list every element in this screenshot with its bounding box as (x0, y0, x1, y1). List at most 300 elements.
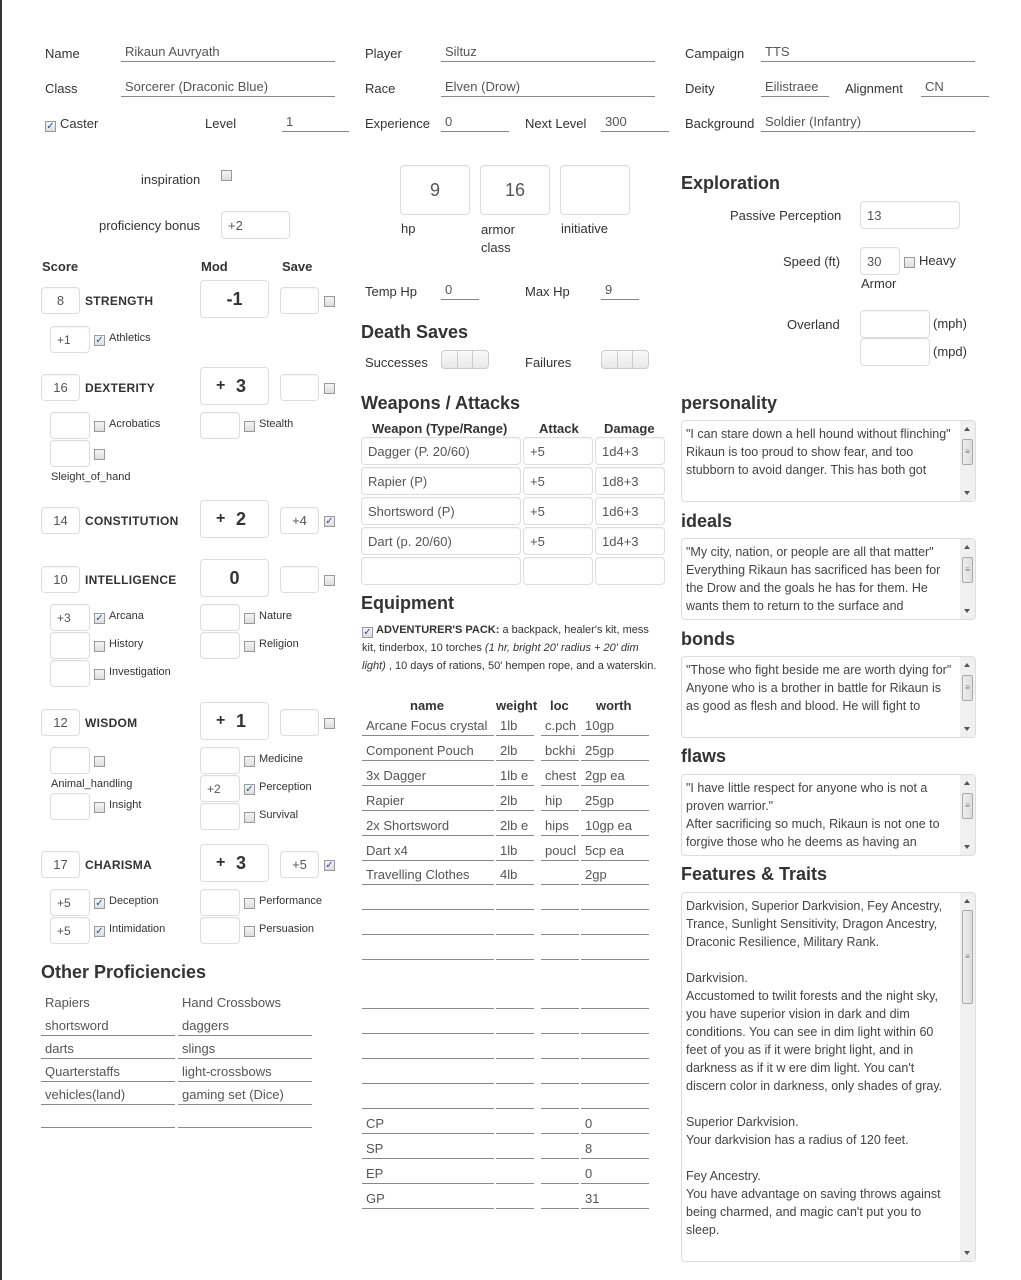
skill-value-field[interactable] (50, 793, 90, 820)
other-proficiency-item[interactable]: Rapiers (45, 995, 90, 1010)
equipment-cell[interactable] (496, 891, 534, 910)
equipment-cell[interactable]: Dart x4 (362, 842, 494, 861)
equipment-cell[interactable]: hip (541, 792, 579, 811)
death-save-failures[interactable] (601, 350, 649, 369)
modifier-sign: + (216, 377, 226, 394)
equipment-cell[interactable] (362, 990, 494, 1009)
temp-hp-label: Temp Hp (365, 284, 418, 299)
equipment-cell[interactable]: 1lb e (496, 767, 534, 786)
skill-proficiency-checkbox[interactable] (244, 898, 255, 909)
skill-proficiency-checkbox[interactable] (94, 802, 105, 813)
equipment-cell[interactable]: hips (541, 817, 579, 836)
scroll-thumb[interactable]: ≡ (962, 557, 973, 583)
scroll-thumb[interactable]: ≡ (962, 793, 973, 819)
equipment-cell[interactable]: 2lb (496, 742, 534, 761)
caster-checkbox[interactable]: ✓ (46, 121, 55, 132)
ability-modifier-field[interactable] (200, 367, 269, 405)
equipment-cell[interactable] (581, 990, 649, 1009)
scroll-down-icon[interactable] (964, 727, 970, 731)
coin-field[interactable] (541, 1115, 579, 1134)
deity-field[interactable]: Eilistraee (761, 79, 829, 97)
coin-field[interactable]: CP (362, 1115, 494, 1134)
scroll-up-icon[interactable] (964, 427, 970, 431)
armor-label: Armor (861, 276, 897, 291)
skill-proficiency-checkbox[interactable] (94, 421, 105, 432)
campaign-label: Campaign (685, 46, 745, 61)
next-level-label: Next Level (525, 116, 587, 131)
equipment-cell[interactable] (581, 1065, 649, 1084)
deity-label: Deity (685, 81, 715, 96)
flaws-text: "I have little respect for anyone who is not a proven warrior." After sacrificing so much, Rikaun is not one to forgive those who he deems as having an (686, 781, 940, 849)
equipment-cell[interactable] (362, 941, 494, 960)
equipment-cell[interactable]: c.pch (541, 717, 579, 736)
class-field[interactable]: Sorcerer (Draconic Blue) (121, 79, 335, 97)
ideals-text: "My city, nation, or people are all that matter" Everything Rikaun has sacrificed has been for the Drow and the goals he has for them. He wants them to return to the surface and (686, 545, 941, 613)
pack-text: a backpack, healer's kit, mess kit, tinderbox, 10 torches (362, 624, 649, 654)
other-proficiency-item[interactable]: slings (178, 1040, 312, 1059)
other-proficiency-item[interactable]: vehicles(land) (41, 1086, 175, 1105)
weapon-name-field[interactable]: Shortsword (P) (361, 497, 521, 525)
skill-proficiency-checkbox[interactable]: ✓ (95, 335, 104, 346)
coin-field[interactable] (541, 1165, 579, 1184)
skill-label: Intimidation (109, 923, 166, 935)
ability-score-field[interactable]: 14 (41, 507, 80, 534)
scroll-thumb[interactable]: ≡ (962, 910, 973, 1004)
weapon-name-field[interactable]: Dagger (P. 20/60) (361, 437, 521, 465)
equipment-cell[interactable]: 10gp ea (581, 817, 649, 836)
skill-value-field[interactable] (200, 917, 240, 944)
weapon-damage-field[interactable]: 1d8+3 (595, 467, 665, 495)
hp-label: hp (401, 221, 416, 236)
equipment-cell[interactable] (541, 866, 579, 885)
inspiration-label: inspiration (141, 172, 201, 187)
other-proficiency-item[interactable]: gaming set (Dice) (178, 1086, 312, 1105)
features-textarea[interactable] (681, 892, 976, 1262)
coin-field[interactable] (541, 1190, 579, 1209)
ability-name: CONSTITUTION (85, 514, 179, 528)
ability-score-field[interactable]: 16 (41, 374, 80, 401)
armor-class-field[interactable]: 16 (480, 165, 550, 215)
attack-header: Attack (539, 421, 579, 436)
scroll-up-icon[interactable] (964, 663, 970, 667)
scroll-down-icon[interactable] (964, 491, 970, 495)
skill-value-field[interactable] (200, 604, 240, 631)
skill-value-field[interactable] (50, 660, 90, 687)
skill-value-field[interactable] (200, 803, 240, 830)
weapon-name-field[interactable]: Dart (p. 20/60) (361, 527, 521, 555)
equipment-cell[interactable]: Arcane Focus crystal (362, 717, 494, 736)
equipment-cell[interactable] (496, 1065, 534, 1084)
skill-value-field[interactable] (200, 412, 240, 439)
adventurers-pack-description (362, 621, 657, 675)
personality-textarea[interactable] (681, 420, 976, 502)
equipment-cell[interactable] (541, 941, 579, 960)
equipment-cell[interactable]: 2lb (496, 792, 534, 811)
skill-label: Investigation (109, 666, 171, 678)
equipment-cell[interactable] (362, 891, 494, 910)
ability-modifier-field[interactable] (200, 844, 269, 882)
skill-label: Religion (259, 638, 299, 650)
skill-proficiency-checkbox[interactable] (244, 421, 255, 432)
equipment-cell[interactable]: Component Pouch (362, 742, 494, 761)
heavy-armor-checkbox[interactable] (904, 257, 915, 268)
equipment-cell[interactable] (581, 1090, 649, 1109)
scroll-up-icon[interactable] (964, 545, 970, 549)
equipment-cell[interactable] (581, 1040, 649, 1059)
personality-scrollbar[interactable] (960, 421, 975, 501)
other-proficiency-item[interactable]: daggers (178, 1017, 312, 1036)
skill-label: Medicine (259, 753, 304, 765)
personality-text: "I can stare down a hell hound without flinching" Rikaun is too proud to show fear, and too stubborn to avoid danger. This has both got (686, 427, 951, 477)
ideals-textarea[interactable] (681, 538, 976, 620)
saving-throw-proficiency-checkbox[interactable] (324, 575, 335, 586)
max-hp-field[interactable]: 9 (601, 282, 639, 300)
modifier-value: 2 (236, 508, 247, 529)
speed-label: Speed (ft) (783, 254, 841, 269)
background-field[interactable]: Soldier (Infantry) (761, 114, 975, 132)
equipment-cell[interactable] (541, 1090, 579, 1109)
weapon-attack-field[interactable] (523, 557, 593, 585)
bonds-text: "Those who fight beside me are worth dying for" Anyone who is a brother in battle for Rikaun is as good as flesh and blood. He will fight to (686, 663, 952, 713)
other-proficiency-item[interactable]: light-crossbows (178, 1063, 312, 1082)
equipment-cell[interactable]: poucl (541, 842, 579, 861)
equipment-cell[interactable]: 25gp (581, 742, 649, 761)
scroll-thumb[interactable]: ≡ (962, 439, 973, 465)
ability-score-field[interactable]: 8 (41, 287, 80, 314)
passive-perception-label: Passive Perception (730, 208, 842, 223)
ability-modifier-field[interactable] (200, 702, 269, 740)
death-saves-title: Death Saves (361, 322, 469, 342)
proficiency-bonus-label: proficiency bonus (99, 218, 201, 233)
skill-value-field[interactable] (50, 632, 90, 659)
features-title: Features & Traits (681, 864, 828, 884)
equipment-cell[interactable] (581, 941, 649, 960)
equipment-cell[interactable]: Rapier (362, 792, 494, 811)
weapon-damage-field[interactable]: 1d4+3 (595, 437, 665, 465)
equipment-cell[interactable] (362, 1065, 494, 1084)
skill-value-field[interactable] (200, 889, 240, 916)
ability-modifier-field[interactable] (200, 500, 269, 538)
weapon-name-field[interactable] (361, 557, 521, 585)
ability-name: CHARISMA (85, 858, 153, 872)
other-proficiency-item[interactable] (178, 1109, 312, 1128)
skill-value-field[interactable]: +2 (200, 775, 240, 802)
coin-field[interactable] (496, 1190, 534, 1209)
proficiency-bonus-field[interactable]: +2 (221, 211, 290, 239)
other-proficiency-item[interactable]: shortsword (41, 1017, 175, 1036)
skill-proficiency-checkbox[interactable] (94, 641, 105, 652)
initiative-field[interactable] (560, 165, 630, 215)
coin-field[interactable]: GP (362, 1190, 494, 1209)
armor-class-label: armor class (481, 222, 515, 255)
passive-perception-field[interactable]: 13 (860, 201, 960, 229)
inspiration-checkbox[interactable] (221, 170, 232, 181)
background-label: Background (685, 116, 755, 131)
weapon-damage-field[interactable] (595, 557, 665, 585)
equipment-cell[interactable]: 2gp (581, 866, 649, 885)
weapon-attack-field[interactable]: +5 (523, 497, 593, 525)
ability-score-field[interactable]: 17 (41, 851, 80, 878)
saving-throw-proficiency-checkbox[interactable]: ✓ (325, 860, 334, 871)
skill-proficiency-checkbox[interactable] (244, 641, 255, 652)
equipment-cell[interactable] (541, 891, 579, 910)
skill-proficiency-checkbox[interactable] (244, 926, 255, 937)
ability-score-field[interactable]: 12 (41, 709, 80, 736)
equipment-cell[interactable] (496, 941, 534, 960)
equipment-cell[interactable]: 4lb (496, 866, 534, 885)
skill-value-field[interactable] (200, 747, 240, 774)
equip-worth-header: worth (596, 698, 632, 713)
saving-throw-field[interactable] (280, 709, 319, 736)
equipment-cell[interactable] (541, 1065, 579, 1084)
skill-label: Sleight_of_hand (51, 471, 131, 483)
failures-label: Failures (525, 355, 572, 370)
exploration-title: Exploration (681, 173, 781, 193)
personality-title: personality (681, 393, 778, 413)
equipment-cell[interactable] (581, 1015, 649, 1034)
bonds-scrollbar[interactable] (960, 657, 975, 737)
experience-field[interactable]: 0 (441, 114, 509, 132)
skill-proficiency-checkbox[interactable] (244, 812, 255, 823)
successes-label: Successes (365, 355, 428, 370)
saving-throw-proficiency-checkbox[interactable] (324, 296, 335, 307)
coin-field[interactable]: 0 (581, 1165, 649, 1184)
saving-throw-proficiency-checkbox[interactable] (324, 383, 335, 394)
hp-field[interactable]: 9 (400, 165, 470, 215)
mpd-unit: (mpd) (933, 344, 967, 359)
scroll-thumb[interactable]: ≡ (962, 675, 973, 701)
weapon-damage-field[interactable]: 1d4+3 (595, 527, 665, 555)
equipment-title: Equipment (361, 593, 454, 613)
overland-label: Overland (787, 317, 840, 332)
skill-label: Stealth (259, 418, 294, 430)
class-label: Class (45, 81, 78, 96)
window-left-border (0, 0, 2, 1280)
other-proficiency-item[interactable]: Quarterstaffs (41, 1063, 175, 1082)
ability-score-field[interactable]: 10 (41, 566, 80, 593)
alignment-label: Alignment (845, 81, 903, 96)
temp-hp-field[interactable]: 0 (441, 282, 479, 300)
equipment-cell[interactable] (496, 1090, 534, 1109)
saving-throw-proficiency-checkbox[interactable]: ✓ (325, 516, 334, 527)
coin-field[interactable]: SP (362, 1140, 494, 1159)
alignment-field[interactable]: CN (921, 79, 989, 97)
saving-throw-proficiency-checkbox[interactable] (324, 718, 335, 729)
race-field[interactable]: Elven (Drow) (441, 79, 655, 97)
level-field[interactable]: 1 (282, 114, 349, 132)
other-proficiencies-title: Other Proficiencies (41, 962, 207, 982)
skill-label: Animal_handling (51, 778, 133, 790)
saving-throw-field[interactable]: +5 (280, 851, 319, 878)
bonds-textarea[interactable] (681, 656, 976, 738)
ideals-title: ideals (681, 511, 733, 531)
coin-field[interactable] (541, 1140, 579, 1159)
equipment-cell[interactable] (496, 916, 534, 935)
coin-field[interactable] (496, 1140, 534, 1159)
equipment-cell[interactable] (362, 916, 494, 935)
score-header: Score (42, 259, 79, 274)
features-scrollbar[interactable] (960, 893, 975, 1261)
equipment-cell[interactable]: 1lb (496, 717, 534, 736)
equipment-cell[interactable] (541, 916, 579, 935)
heavy-label: Heavy (919, 253, 956, 268)
equipment-cell[interactable]: Travelling Clothes (362, 866, 494, 885)
equipment-cell[interactable]: 2gp ea (581, 767, 649, 786)
ability-modifier-field[interactable] (200, 559, 269, 597)
scroll-down-icon[interactable] (964, 845, 970, 849)
modifier-value: 3 (236, 375, 247, 396)
skill-value-field[interactable] (200, 632, 240, 659)
other-proficiency-item[interactable]: darts (41, 1040, 175, 1059)
skill-proficiency-checkbox[interactable]: ✓ (95, 898, 104, 909)
coin-field[interactable]: EP (362, 1165, 494, 1184)
coin-field[interactable] (496, 1165, 534, 1184)
race-label: Race (365, 81, 396, 96)
name-label: Name (45, 46, 80, 61)
equipment-cell[interactable]: 3x Dagger (362, 767, 494, 786)
skill-proficiency-checkbox[interactable] (94, 449, 105, 460)
equipment-cell[interactable]: 10gp (581, 717, 649, 736)
skill-value-field[interactable]: +3 (50, 604, 90, 631)
skill-proficiency-checkbox[interactable] (244, 756, 255, 767)
campaign-field[interactable]: TTS (761, 44, 975, 62)
equipment-cell[interactable] (581, 916, 649, 935)
skill-proficiency-checkbox[interactable] (244, 613, 255, 624)
scroll-down-icon[interactable] (964, 1251, 970, 1255)
level-label: Level (205, 116, 237, 131)
equipment-cell[interactable] (541, 1040, 579, 1059)
features-text: Darkvision, Superior Darkvision, Fey Ancestry, Trance, Sunlight Sensitivity, Dragon Ancestry, Draconic Resilience, Military Rank. Darkvision. Accustomed to twilit forests and the night sky, you have superior vision in dark and dim conditions. You can see in dim light within 60 feet of you as if it were bright light, and in darkness as if it w ere dim light. You can't discern color in darkness, only shades of gray. Superior Darkvision. Your darkvision has a radius of 120 feet. Fey Ancestry. You have advantage on saving throws against being charmed, and magic can't put you to sleep. (686, 899, 943, 1237)
name-field[interactable]: Rikaun Auvryath (121, 44, 335, 62)
saving-throw-field[interactable] (280, 374, 319, 401)
ability-name: INTELLIGENCE (85, 573, 177, 587)
modifier-sign: + (216, 510, 226, 527)
weapon-damage-field[interactable]: 1d6+3 (595, 497, 665, 525)
saving-throw-field[interactable] (280, 287, 319, 314)
flaws-textarea[interactable] (681, 774, 976, 856)
modifier-value: 1 (236, 710, 247, 731)
coin-field[interactable]: 31 (581, 1190, 649, 1209)
equipment-cell[interactable]: 25gp (581, 792, 649, 811)
overland-mph-field[interactable] (860, 310, 930, 338)
skill-proficiency-checkbox[interactable] (94, 669, 105, 680)
death-save-successes[interactable] (441, 350, 489, 369)
skill-value-field[interactable]: +5 (50, 889, 90, 916)
skill-value-field[interactable] (50, 440, 90, 467)
skill-label: Survival (259, 809, 299, 821)
other-proficiency-item[interactable] (41, 1109, 175, 1128)
next-level-field[interactable]: 300 (601, 114, 669, 132)
equipment-cell[interactable] (362, 1040, 494, 1059)
equipment-cell[interactable]: 2x Shortsword (362, 817, 494, 836)
equipment-cell[interactable] (496, 1040, 534, 1059)
equipment-cell[interactable] (541, 1015, 579, 1034)
coin-field[interactable]: 0 (581, 1115, 649, 1134)
ability-name: DEXTERITY (85, 381, 156, 395)
weapons-title: Weapons / Attacks (361, 393, 521, 413)
equipment-cell[interactable] (362, 1015, 494, 1034)
skill-label: History (109, 638, 144, 650)
scroll-down-icon[interactable] (964, 609, 970, 613)
modifier-value: 0 (229, 567, 240, 588)
scroll-up-icon[interactable] (964, 781, 970, 785)
saving-throw-field[interactable]: +4 (280, 507, 319, 534)
skill-label: Nature (259, 610, 293, 622)
skill-label: Athletics (109, 332, 151, 344)
pack-text-end: , 10 days of rations, 50' hempen rope, and a waterskin. (385, 660, 657, 672)
ideals-scrollbar[interactable] (960, 539, 975, 619)
skill-value-field[interactable] (50, 747, 90, 774)
player-field[interactable]: Siltuz (441, 44, 655, 62)
equipment-cell[interactable]: 5cp ea (581, 842, 649, 861)
overland-mpd-field[interactable] (860, 338, 930, 366)
equipment-cell[interactable] (496, 990, 534, 1009)
other-proficiency-item[interactable]: Hand Crossbows (182, 995, 281, 1010)
equipment-cell[interactable] (581, 891, 649, 910)
mph-unit: (mph) (933, 316, 967, 331)
weapon-name-field[interactable]: Rapier (P) (361, 467, 521, 495)
equipment-cell[interactable]: 2lb e (496, 817, 534, 836)
player-label: Player (365, 46, 402, 61)
equip-loc-header: loc (550, 698, 569, 713)
equipment-cell[interactable] (362, 1090, 494, 1109)
speed-field[interactable]: 30 (860, 247, 900, 275)
skill-proficiency-checkbox[interactable]: ✓ (245, 784, 254, 795)
equipment-cell[interactable] (496, 1015, 534, 1034)
equipment-cell[interactable]: chest (541, 767, 579, 786)
mod-header: Mod (201, 259, 228, 274)
bonds-title: bonds (681, 629, 735, 649)
modifier-sign: + (216, 712, 226, 729)
equipment-cell[interactable]: 1lb (496, 842, 534, 861)
skill-proficiency-checkbox[interactable] (94, 756, 105, 767)
save-header: Save (282, 259, 313, 274)
coin-field[interactable]: 8 (581, 1140, 649, 1159)
skill-label: Acrobatics (109, 418, 161, 430)
skill-label: Insight (109, 799, 142, 811)
equipment-cell[interactable] (541, 990, 579, 1009)
caster-label: Caster (60, 116, 99, 131)
equipment-cell[interactable]: bckhi (541, 742, 579, 761)
max-hp-label: Max Hp (525, 284, 570, 299)
modifier-sign: + (216, 854, 226, 871)
skill-value-field[interactable]: +5 (50, 917, 90, 944)
modifier-value: 3 (236, 852, 247, 873)
skill-label: Deception (109, 895, 159, 907)
experience-label: Experience (365, 116, 431, 131)
weapon-attack-field[interactable]: +5 (523, 437, 593, 465)
skill-label: Persuasion (259, 923, 315, 935)
scroll-up-icon[interactable] (964, 899, 970, 903)
skill-proficiency-checkbox[interactable]: ✓ (95, 926, 104, 937)
weapon-attack-field[interactable]: +5 (523, 467, 593, 495)
flaws-title: flaws (681, 746, 727, 766)
coin-field[interactable] (496, 1115, 534, 1134)
skill-value-field[interactable] (50, 412, 90, 439)
skill-value-field[interactable]: +1 (50, 326, 90, 353)
modifier-value: -1 (226, 288, 243, 309)
adventurers-pack-checkbox[interactable]: ✓ (363, 627, 372, 638)
weapon-attack-field[interactable]: +5 (523, 527, 593, 555)
ability-modifier-field[interactable] (200, 280, 269, 318)
flaws-scrollbar[interactable] (960, 775, 975, 855)
pack-title: ADVENTURER'S PACK: (376, 624, 500, 636)
pack-torch-note: (1 hr, bright 20' radius + 20' dim light) (362, 642, 639, 672)
ability-name: STRENGTH (85, 294, 154, 308)
ability-name: WISDOM (85, 716, 138, 730)
skill-proficiency-checkbox[interactable]: ✓ (95, 613, 104, 624)
saving-throw-field[interactable] (280, 566, 319, 593)
